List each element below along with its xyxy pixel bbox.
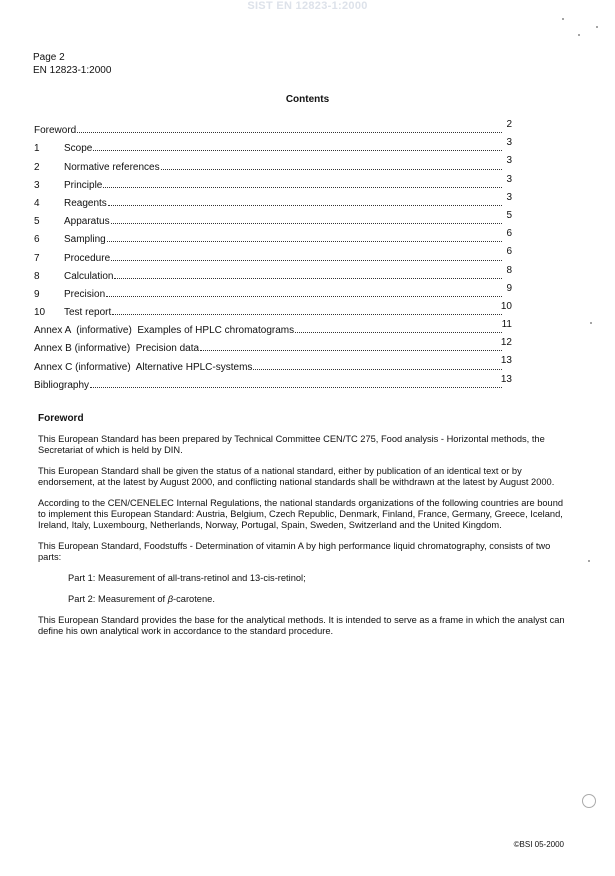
toc-leader-dots	[161, 168, 502, 170]
foreword-paragraph: This European Standard, Foodstuffs - Determination of vitamin A by high performance liquid chromatography, consists of two parts:	[38, 541, 551, 562]
toc-leader-dots	[93, 149, 502, 151]
toc-entry-number: 3	[34, 179, 40, 191]
toc-entry[interactable]	[34, 283, 512, 301]
toc-leader-dots	[200, 349, 502, 351]
beta-symbol: β	[167, 594, 174, 604]
toc-entry[interactable]	[34, 265, 512, 283]
page-number: Page 2	[33, 52, 65, 63]
toc-entry[interactable]	[34, 355, 512, 373]
toc-entry-number: 2	[34, 161, 40, 173]
watermark: SIST EN 12823-1:2000	[247, 0, 368, 12]
toc-leader-dots	[253, 368, 502, 370]
toc-entry-page: 5	[506, 209, 512, 221]
toc-entry[interactable]	[34, 210, 512, 228]
toc-entry-page: 12	[500, 337, 512, 349]
toc-entry-title: Annex A (informative) Examples of HPLC chromatograms	[34, 325, 295, 337]
contents-title: Contents	[285, 94, 330, 105]
toc-leader-dots	[295, 331, 502, 333]
foreword-paragraph: According to the CEN/CENELEC Internal Regulations, the national standards organizations of the following countries are bound to implement this European Standard: Austria, Belgium, Czech Republic, Denmark, Finland, France, Germany, Greece, Iceland, Ireland, Italy, Luxembourg, Netherlands, Norway, Portugal, Spain, Sweden, Switzerland and the United Kingdom.	[38, 498, 564, 530]
toc-leader-dots	[111, 259, 502, 261]
toc-entry-title: Foreword	[34, 125, 77, 137]
toc-entry-number: 6	[34, 234, 40, 246]
scan-speck	[596, 26, 598, 28]
toc-entry-title: Bibliography	[34, 379, 90, 391]
part-2-item	[68, 594, 566, 605]
scan-speck	[588, 560, 590, 562]
foreword-heading: Foreword	[38, 413, 84, 424]
toc-entry-page: 8	[506, 264, 512, 276]
toc-entry[interactable]	[34, 192, 512, 210]
toc-entry-page: 3	[506, 191, 512, 203]
toc-entry-title: Apparatus	[64, 216, 110, 228]
toc-entry-number: 8	[34, 270, 40, 282]
toc-entry-title: Reagents	[64, 197, 107, 209]
toc-entry-page: 6	[506, 246, 512, 258]
toc-entry-title: Annex C (informative) Alternative HPLC-systems	[34, 361, 253, 373]
copyright-footer: ©BSI 05-2000	[513, 840, 564, 849]
foreword-paragraph: This European Standard provides the base for the analytical methods. It is intended to serve as a frame in which the analyst can define his own analytical work in accordance to the standard procedure.	[38, 615, 565, 636]
toc-leader-dots	[107, 240, 502, 242]
foreword-section	[38, 413, 566, 647]
toc-entry-page: 13	[500, 355, 512, 367]
toc-entry-number: 10	[34, 307, 46, 319]
toc-entry[interactable]	[34, 319, 512, 337]
toc-entry-number: 4	[34, 197, 40, 209]
foreword-paragraph: This European Standard has been prepared by Technical Committee CEN/TC 275, Food analysis - Horizontal methods, the Secretariat of which is held by DIN.	[38, 434, 545, 455]
toc-entry-page: 10	[500, 300, 512, 312]
toc-entry-number: 5	[34, 216, 40, 228]
toc-leader-dots	[114, 277, 502, 279]
toc-leader-dots	[108, 204, 502, 206]
toc-entry-title: Calculation	[64, 270, 114, 282]
part-1-item: Part 1: Measurement of all-trans-retinol and 13-cis-retinol;	[68, 573, 306, 583]
toc-entry-page: 2	[506, 119, 512, 130]
part-2-prefix: Part 2: Measurement of	[68, 594, 168, 604]
scan-speck	[578, 34, 580, 36]
toc-entry[interactable]	[34, 228, 512, 246]
toc-entry-page: 9	[506, 282, 512, 294]
toc-entry[interactable]	[34, 155, 512, 173]
scan-mark	[582, 794, 596, 808]
toc-entry[interactable]	[34, 119, 512, 137]
scan-speck	[590, 322, 592, 324]
toc-leader-dots	[111, 222, 502, 224]
table-of-contents	[34, 119, 512, 392]
toc-entry-page: 13	[500, 373, 512, 385]
toc-entry-title: Principle	[64, 179, 103, 191]
toc-entry-title: Test report	[64, 307, 112, 319]
toc-entry[interactable]	[34, 246, 512, 264]
toc-entry-title: Procedure	[64, 252, 111, 264]
toc-entry-page: 6	[506, 228, 512, 240]
toc-entry-number: 9	[34, 288, 40, 300]
toc-entry-title: Precision	[64, 288, 106, 300]
foreword-paragraph: This European Standard shall be given the status of a national standard, either by publication of an identical text or by endorsement, at the latest by August 2000, and conflicting national standards shall be withdrawn at the latest by August 2000.	[38, 466, 555, 487]
toc-entry[interactable]	[34, 137, 512, 155]
toc-entry-title: Annex B (informative) Precision data	[34, 343, 200, 355]
toc-entry[interactable]	[34, 301, 512, 319]
toc-entry-page: 3	[506, 137, 512, 149]
toc-leader-dots	[103, 186, 502, 188]
toc-entry[interactable]	[34, 174, 512, 192]
page-header	[33, 51, 111, 77]
toc-entry-title: Sampling	[64, 234, 106, 246]
toc-leader-dots	[90, 386, 502, 388]
toc-entry-page: 3	[506, 155, 512, 167]
toc-leader-dots	[77, 131, 502, 133]
toc-entry-number: 1	[34, 143, 40, 155]
document-code: EN 12823-1:2000	[33, 65, 112, 76]
part-2-suffix: -carotene.	[173, 594, 215, 604]
toc-entry-title: Normative references	[64, 161, 160, 173]
toc-entry-page: 11	[501, 319, 512, 331]
toc-entry[interactable]	[34, 374, 512, 392]
scan-speck	[562, 18, 564, 20]
toc-entry[interactable]	[34, 337, 512, 355]
toc-entry-number: 7	[34, 252, 40, 264]
toc-entry-page: 3	[506, 173, 512, 185]
toc-leader-dots	[106, 295, 502, 297]
toc-entry-title: Scope	[64, 143, 93, 155]
toc-leader-dots	[112, 313, 502, 315]
